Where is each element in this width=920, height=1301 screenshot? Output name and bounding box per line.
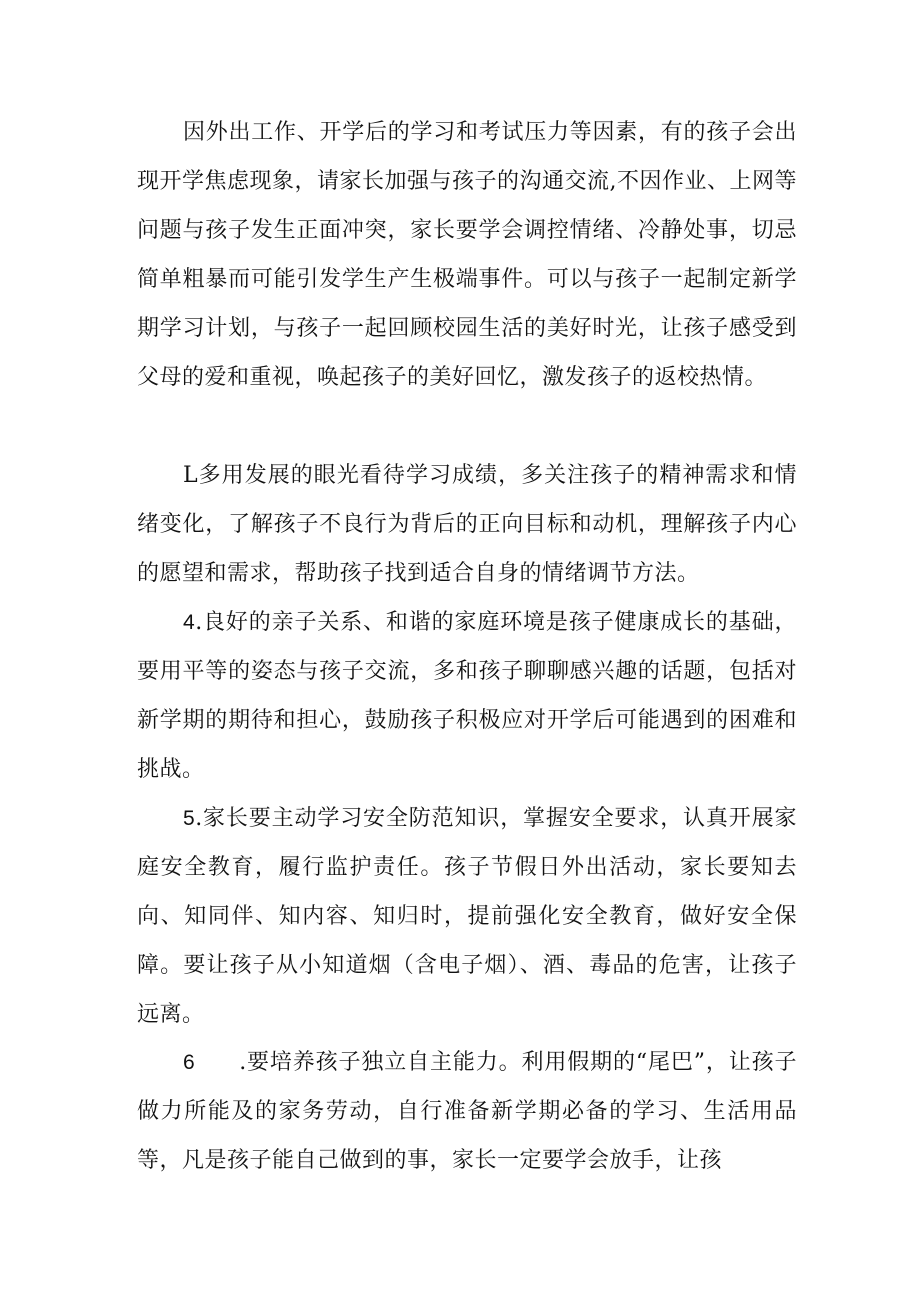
paragraph-item-5 xyxy=(137,794,797,1039)
paragraph-emotional-needs xyxy=(137,451,797,598)
paragraph-exam-anxiety xyxy=(137,108,797,402)
paragraph-text: L多用发展的眼光看待学习成绩，多关注孩子的精神需求和情绪变化，了解孩子不良行为背后的正向目标和动机，理解孩子内心的愿望和需求，帮助孩子找到适合自身的情绪调节方法。 xyxy=(137,463,797,586)
paragraph-text: .要培养孩子独立自主能力。利用假期的“尾巴”，让孩子做力所能及的家务劳动，自行准备新学期必备的学习、生活用品等，凡是孩子能自己做到的事，家长一定要学会放手，让孩 xyxy=(137,1050,797,1173)
paragraph-item-6 xyxy=(137,1038,797,1185)
paragraph-text: .家长要主动学习安全防范知识，掌握安全要求，认真开展家庭安全教育，履行监护责任。孩子节假日外出活动，家长要知去向、知同伴、知内容、知归时，提前强化安全教育，做好安全保障。要让孩子从小知道烟（含电子烟）、酒、毒品的危害，让孩子远离。 xyxy=(137,806,797,1027)
paragraph-text: .良好的亲子关系、和谐的家庭环境是孩子健康成长的基础，要用平等的姿态与孩子交流，多和孩子聊聊感兴趣的话题，包括对新学期的期待和担心，鼓励孩子积极应对开学后可能遇到的困难和挑战。 xyxy=(137,610,797,782)
paragraph-number: 4 xyxy=(183,611,196,634)
paragraph-text: 因外出工作、开学后的学习和考试压力等因素，有的孩子会出现开学焦虑现象，请家长加强与孩子的沟通交流,不因作业、上网等问题与孩子发生正面冲突，家长要学会调控情绪、冷静处事，切忌简单粗暴而可能引发学生产生极端事件。可以与孩子一起制定新学期学习计划，与孩子一起回顾校园生活的美好时光，让孩子感受到父母的爱和重视，唤起孩子的美好回忆，激发孩子的返校热情。 xyxy=(137,120,797,390)
paragraph-number: 6 xyxy=(183,1051,196,1074)
paragraph-number: 5 xyxy=(183,807,196,830)
paragraph-item-4 xyxy=(137,598,797,794)
